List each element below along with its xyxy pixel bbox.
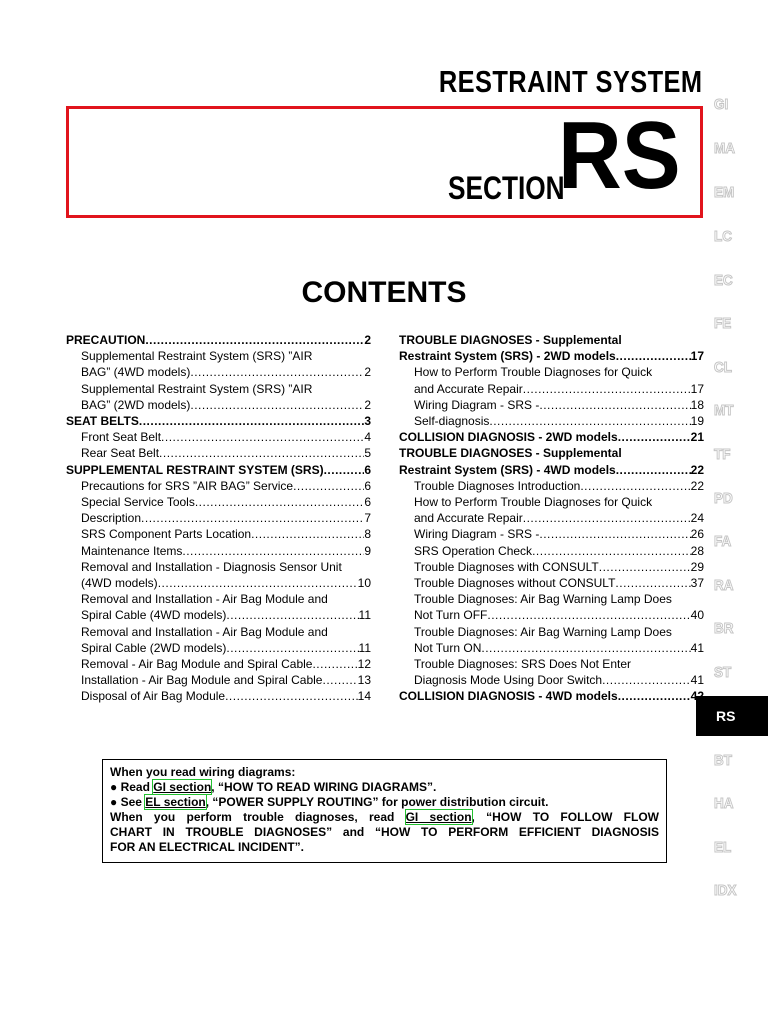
toc-entry-title: Trouble Diagnoses without CONSULT — [414, 576, 616, 590]
toc-entry-title: Diagnosis Mode Using Door Switch — [414, 673, 603, 688]
toc-page-number: 24 — [690, 511, 704, 526]
toc-entry-title: Not Turn OFF — [414, 608, 488, 623]
side-tab-gi[interactable]: GI — [714, 96, 729, 113]
toc-leader-dots — [251, 526, 364, 542]
side-tab-fa[interactable]: FA — [714, 533, 732, 550]
toc-entry-title: Installation - Air Bag Module and Spiral Cable — [81, 673, 323, 688]
side-tab-tf[interactable]: TF — [714, 446, 731, 463]
note-para-line3: FOR AN ELECTRICAL INCIDENT”. — [110, 840, 304, 854]
toc-entry[interactable] — [414, 591, 704, 607]
toc-entry[interactable] — [414, 656, 704, 672]
toc-entry[interactable] — [414, 624, 704, 640]
toc-entry[interactable] — [81, 624, 371, 640]
toc-entry-title: Trouble Diagnoses Introduction — [414, 478, 581, 493]
toc-leader-dots — [616, 462, 691, 478]
toc-entry-title: SRS Operation Check — [414, 543, 533, 558]
toc-entry[interactable] — [81, 348, 371, 364]
toc-entry[interactable] — [414, 510, 704, 526]
toc-entry[interactable] — [414, 672, 704, 688]
toc-leader-dots — [141, 510, 364, 526]
toc-entry[interactable] — [399, 462, 704, 478]
toc-entry-title: BAG” (4WD models) — [81, 365, 191, 380]
side-tab-lc[interactable]: LC — [714, 228, 732, 245]
toc-entry[interactable] — [414, 397, 704, 413]
toc-page-number: 28 — [690, 543, 704, 558]
toc-page-number: 19 — [690, 414, 704, 428]
toc-leader-dots — [226, 640, 358, 656]
toc-leader-dots — [481, 640, 690, 656]
toc-leader-dots — [532, 543, 691, 559]
toc-entry-title: Restraint System (SRS) - 4WD models — [399, 462, 616, 477]
toc-entry-title: Rear Seat Belt — [81, 446, 160, 461]
toc-entry-title: Spiral Cable (2WD models) — [81, 640, 227, 655]
toc-page-number: 41 — [690, 673, 704, 688]
toc-entry[interactable] — [414, 526, 704, 542]
toc-entry[interactable] — [81, 526, 371, 542]
toc-entry[interactable] — [81, 543, 371, 559]
toc-entry[interactable] — [414, 478, 704, 494]
toc-entry-title: Wiring Diagram - SRS - — [414, 527, 540, 542]
toc-entry[interactable] — [414, 381, 704, 397]
toc-leader-dots — [312, 656, 357, 672]
toc-entry[interactable] — [81, 397, 371, 413]
toc-page-number: 21 — [690, 430, 704, 445]
toc-page-number: 40 — [690, 608, 704, 623]
note-bullet-see: ● See EL section, “POWER SUPPLY ROUTING” for power distribution circuit. — [110, 795, 549, 809]
toc-entry[interactable] — [81, 381, 371, 397]
toc-page-number: 41 — [690, 640, 704, 655]
toc-entry[interactable] — [81, 591, 371, 607]
side-tab-em[interactable]: EM — [714, 184, 735, 201]
el-section-link[interactable]: EL section — [145, 795, 206, 809]
note-para-line2: CHART IN TROUBLE DIAGNOSES” and “HOW TO PERFORM EFFICIENT DIAGNOSIS — [110, 825, 659, 839]
toc-entry[interactable] — [81, 575, 371, 591]
toc-entry-title: PRECAUTION — [66, 333, 146, 347]
side-tab-pd[interactable]: PD — [714, 490, 733, 507]
side-tab-ha[interactable]: HA — [714, 795, 734, 812]
toc-page-number: 37 — [690, 576, 704, 590]
toc-leader-dots — [182, 543, 364, 559]
toc-leader-dots — [226, 607, 358, 623]
toc-entry-title: Removal - Air Bag Module and Spiral Cable — [81, 657, 313, 671]
toc-leader-dots — [159, 445, 364, 461]
toc-entry-title: Precautions for SRS ”AIR BAG” Service — [81, 478, 294, 493]
toc-entry[interactable] — [414, 364, 704, 380]
gi-section-link-2[interactable]: GI section — [405, 810, 472, 824]
toc-leader-dots — [158, 575, 358, 591]
toc-leader-dots — [539, 397, 690, 413]
toc-leader-dots — [487, 607, 690, 623]
toc-page-number: 14 — [357, 689, 371, 704]
toc-leader-dots — [322, 672, 357, 688]
toc-entry[interactable] — [81, 364, 371, 380]
toc-entry-title: Supplemental Restraint System (SRS) ”AIR — [81, 349, 313, 364]
toc-page-number: 8 — [364, 527, 371, 542]
toc-entry-title: TROUBLE DIAGNOSES - Supplemental — [399, 446, 622, 461]
toc-entry[interactable] — [81, 607, 371, 623]
toc-page-number: 4 — [364, 430, 371, 445]
toc-entry[interactable] — [81, 494, 371, 510]
section-label: SECTION — [448, 170, 565, 206]
side-tab-el[interactable]: EL — [714, 839, 732, 856]
toc-entry-title: Special Service Tools — [81, 495, 195, 509]
side-tab-br[interactable]: BR — [714, 620, 734, 637]
toc-page-number: 26 — [690, 527, 704, 542]
toc-page-number: 18 — [690, 397, 704, 412]
toc-leader-dots — [618, 688, 691, 704]
toc-entry-title: Removal and Installation - Air Bag Module and — [81, 592, 328, 607]
wiring-diagram-note — [102, 759, 667, 863]
toc-leader-dots — [523, 510, 691, 526]
toc-entry[interactable] — [66, 413, 371, 429]
toc-entry-title: Wiring Diagram - SRS - — [414, 397, 540, 412]
toc-entry-title: How to Perform Trouble Diagnoses for Quick — [414, 495, 653, 509]
toc-page-number: 2 — [364, 365, 371, 380]
toc-entry-title: Removal and Installation - Air Bag Module and — [81, 624, 328, 639]
toc-entry[interactable] — [399, 688, 704, 704]
toc-leader-dots — [523, 381, 691, 397]
side-tab-rs[interactable]: RS — [696, 696, 768, 736]
side-tab-idx[interactable]: IDX — [714, 882, 737, 899]
toc-entry[interactable] — [414, 640, 704, 656]
toc-entry-title: SEAT BELTS — [66, 414, 139, 428]
toc-page-number: 7 — [364, 511, 371, 526]
toc-entry[interactable] — [81, 510, 371, 526]
toc-entry-title: How to Perform Trouble Diagnoses for Quick — [414, 365, 653, 380]
toc-page-number: 6 — [364, 462, 371, 477]
side-tab-ec[interactable]: EC — [714, 272, 733, 289]
toc-page-number: 10 — [357, 576, 371, 590]
contents-heading: CONTENTS — [301, 276, 467, 309]
toc-entry-title: Maintenance Items — [81, 543, 183, 558]
toc-entry-title: Front Seat Belt — [81, 430, 162, 445]
toc-leader-dots — [161, 429, 364, 445]
toc-entry[interactable] — [66, 332, 371, 348]
toc-entry-title: SUPPLEMENTAL RESTRAINT SYSTEM (SRS) — [66, 462, 324, 477]
toc-page-number: 6 — [364, 495, 371, 509]
toc-entry-title: Not Turn ON — [414, 640, 482, 655]
toc-entry-title: Restraint System (SRS) - 2WD models — [399, 349, 616, 364]
section-code: RS — [558, 102, 681, 209]
toc-entry-title: Disposal of Air Bag Module — [81, 689, 226, 704]
toc-entry-title: Trouble Diagnoses: Air Bag Warning Lamp Does — [414, 624, 672, 639]
toc-page-number: 22 — [690, 478, 704, 493]
toc-leader-dots — [225, 688, 358, 704]
toc-entry-title: Self-diagnosis — [414, 414, 490, 428]
toc-entry-title: (4WD models) — [81, 576, 158, 590]
toc-leader-dots — [139, 413, 364, 429]
toc-page-number: 6 — [364, 478, 371, 493]
toc-page-number: 42 — [690, 689, 704, 704]
toc-entry-title: COLLISION DIAGNOSIS - 4WD models — [399, 689, 618, 704]
toc-entry[interactable] — [81, 445, 371, 461]
toc-entry-title: Trouble Diagnoses: SRS Does Not Enter — [414, 657, 631, 671]
toc-entry-title: Trouble Diagnoses: Air Bag Warning Lamp Does — [414, 592, 672, 607]
toc-entry-title: SRS Component Parts Location — [81, 527, 252, 542]
toc-entry[interactable] — [399, 332, 704, 348]
toc-leader-dots — [195, 494, 364, 510]
toc-entry-title: Description — [81, 511, 142, 526]
toc-entry[interactable] — [81, 672, 371, 688]
toc-entry[interactable] — [81, 559, 371, 575]
note-para-line1: When you perform trouble diagnoses, read GI section, “HOW TO FOLLOW FLOW — [110, 810, 659, 824]
toc-entry[interactable] — [414, 607, 704, 623]
side-tab-fe[interactable]: FE — [714, 315, 732, 332]
side-tab-cl[interactable]: CL — [714, 359, 732, 376]
side-tab-ma[interactable]: MA — [714, 140, 735, 157]
toc-page-number: 17 — [690, 349, 704, 364]
side-tab-ra[interactable]: RA — [714, 577, 734, 594]
toc-leader-dots — [599, 559, 691, 575]
toc-entry-title: COLLISION DIAGNOSIS - 2WD models — [399, 430, 618, 445]
toc-leader-dots — [324, 462, 365, 478]
toc-page-number: 11 — [358, 608, 371, 623]
toc-leader-dots — [145, 332, 364, 348]
toc-entry[interactable] — [81, 478, 371, 494]
toc-entry-title: Removal and Installation - Diagnosis Sensor Unit — [81, 559, 342, 574]
side-tab-st[interactable]: ST — [714, 664, 732, 681]
toc-leader-dots — [190, 364, 364, 380]
toc-leader-dots — [580, 478, 690, 494]
toc-entry[interactable] — [81, 656, 371, 672]
toc-entry-title: and Accurate Repair — [414, 381, 523, 396]
toc-entry[interactable] — [414, 494, 704, 510]
toc-entry[interactable] — [414, 413, 704, 429]
side-tab-bt[interactable]: BT — [714, 752, 732, 769]
toc-leader-dots — [616, 348, 691, 364]
toc-page-number: 2 — [364, 333, 371, 347]
toc-entry[interactable] — [399, 348, 704, 364]
toc-leader-dots — [293, 478, 364, 494]
toc-entry-title: BAG” (2WD models) — [81, 397, 191, 412]
toc-entry[interactable] — [81, 688, 371, 704]
toc-page-number: 29 — [690, 559, 704, 574]
gi-section-link[interactable]: GI section — [153, 780, 212, 794]
toc-entry-title: Trouble Diagnoses with CONSULT — [414, 559, 599, 574]
toc-entry-title: TROUBLE DIAGNOSES - Supplemental — [399, 333, 622, 347]
toc-page-number: 12 — [357, 657, 371, 671]
toc-page-number: 2 — [364, 397, 371, 412]
toc-page-number: 11 — [358, 640, 371, 655]
side-tab-mt[interactable]: MT — [714, 402, 734, 419]
toc-entry-title: Spiral Cable (4WD models) — [81, 608, 227, 623]
toc-entry-title: and Accurate Repair — [414, 511, 523, 526]
toc-leader-dots — [602, 672, 691, 688]
toc-entry[interactable] — [81, 640, 371, 656]
toc-page-number: 13 — [357, 673, 371, 688]
toc-entry[interactable] — [414, 575, 704, 591]
toc-page-number: 3 — [364, 414, 371, 428]
toc-leader-dots — [618, 429, 691, 445]
toc-page-number: 22 — [690, 462, 704, 477]
page-title: RESTRAINT SYSTEM — [438, 64, 702, 99]
toc-page-number: 9 — [364, 543, 371, 558]
toc-leader-dots — [539, 526, 690, 542]
toc-entry[interactable] — [414, 543, 704, 559]
toc-page-number: 5 — [364, 446, 371, 461]
note-bullet-read: ● Read GI section, “HOW TO READ WIRING DIAGRAMS”. — [110, 780, 437, 794]
toc-leader-dots — [190, 397, 364, 413]
toc-leader-dots — [615, 575, 690, 591]
toc-leader-dots — [489, 413, 690, 429]
toc-entry-title: Supplemental Restraint System (SRS) ”AIR — [81, 381, 313, 396]
toc-entry[interactable] — [66, 462, 371, 478]
note-intro: When you read wiring diagrams: — [110, 765, 296, 779]
toc-entry[interactable] — [414, 559, 704, 575]
toc-page-number: 17 — [690, 381, 704, 396]
toc-entry[interactable] — [399, 429, 704, 445]
toc-entry[interactable] — [81, 429, 371, 445]
toc-entry[interactable] — [399, 445, 704, 461]
